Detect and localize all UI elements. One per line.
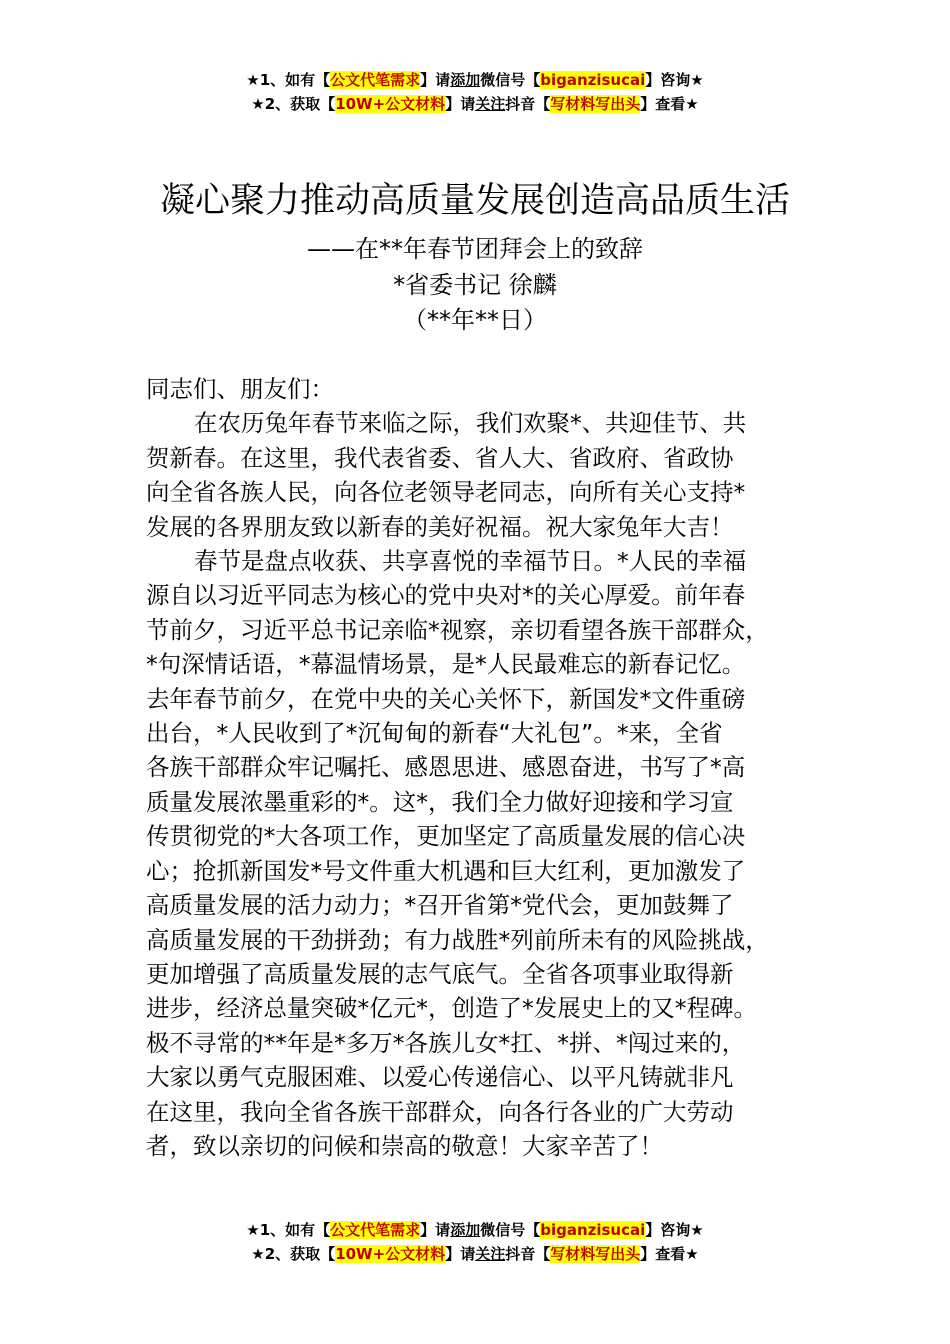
body-line: 更加增强了高质量发展的志气底气。全省各项事业取得新 <box>146 959 734 988</box>
body-line: 传贯彻党的*大各项工作，更加坚定了高质量发展的信心决 <box>146 822 746 851</box>
body-line: 节前夕，习近平总书记亲临*视察，亲切看望各族干部群众， <box>146 615 769 644</box>
body-line: 心；抢抓新国发*号文件重大机遇和巨大红利，更加激发了 <box>146 856 746 885</box>
banner-text: 微信号【 <box>480 71 541 89</box>
banner-text: 微信号【 <box>480 1221 541 1239</box>
body-line: 极不寻常的**年是*多万*各族儿女*扛、*拼、*闯过来的， <box>146 1028 746 1057</box>
body-line: 高质量发展的活力动力；*召开省第*党代会，更加鼓舞了 <box>146 891 734 920</box>
banner-highlight: 写材料写出头 <box>550 1245 641 1263</box>
body-line: 源自以习近平同志为核心的党中央对*的关心厚爱。前年春 <box>146 581 746 610</box>
body-line: 大家以勇气克服困难、以爱心传递信心、以平凡铸就非凡 <box>146 1063 734 1092</box>
banner-text: ★1、如有【 <box>246 71 331 89</box>
body-line: 去年春节前夕，在党中央的关心关怀下，新国发*文件重磅 <box>146 684 746 713</box>
banner-highlight: biganzisucai <box>540 1221 646 1239</box>
salutation: 同志们、朋友们： <box>146 375 334 403</box>
banner-underlined: 添加 <box>450 71 481 89</box>
body-line: 向全省各族人民，向各位老领导老同志，向所有关心支持* <box>146 478 746 507</box>
banner-text: 】查看★ <box>640 95 699 113</box>
body-line: *句深情话语，*幕温情场景，是*人民最难忘的新春记忆。 <box>146 650 746 679</box>
document-title: 凝心聚力推动高质量发展创造高品质生活 <box>159 181 790 221</box>
banner-highlight: 10W+公文材料 <box>335 1245 446 1263</box>
body-line: 进步，经济总量突破*亿元*，创造了*发展史上的又*程碑。 <box>146 994 757 1023</box>
banner-text: 】咨询★ <box>645 1221 704 1239</box>
banner-highlight: 公文代笔需求 <box>330 71 421 89</box>
banner-line-1 <box>0 1218 950 1242</box>
banner-line-2 <box>0 92 950 116</box>
banner-highlight: 公文代笔需求 <box>330 1221 421 1239</box>
banner-text: ★2、获取【 <box>251 1245 336 1263</box>
body-line: 在农历兔年春节来临之际，我们欢聚*、共迎佳节、共 <box>194 409 747 438</box>
banner-text: 抖音【 <box>505 1245 551 1263</box>
body-line: 发展的各界朋友致以新春的美好祝福。祝大家兔年大吉！ <box>146 512 734 541</box>
document-subtitle: ——在**年春节团拜会上的致辞 <box>307 235 643 263</box>
banner-underlined: 关注 <box>475 1245 506 1263</box>
banner-text: ★1、如有【 <box>246 1221 331 1239</box>
body-line: 在这里，我向全省各族干部群众，向各行各业的广大劳动 <box>146 1097 734 1126</box>
banner-text: 】请 <box>420 71 451 89</box>
document-author: *省委书记 徐麟 <box>393 271 557 299</box>
body-line: 者，致以亲切的问候和崇高的敬意！大家辛苦了！ <box>146 1131 663 1160</box>
header-banner <box>0 68 950 116</box>
footer-banner <box>0 1218 950 1266</box>
banner-highlight: biganzisucai <box>540 71 646 89</box>
banner-underlined: 关注 <box>475 95 506 113</box>
body-line: 高质量发展的干劲拼劲；有力战胜*列前所未有的风险挑战， <box>146 925 769 954</box>
banner-text: 抖音【 <box>505 95 551 113</box>
banner-text: 】请 <box>420 1221 451 1239</box>
body-line: 贺新春。在这里，我代表省委、省人大、省政府、省政协 <box>146 443 734 472</box>
banner-highlight: 10W+公文材料 <box>335 95 446 113</box>
banner-line-1 <box>0 68 950 92</box>
body-line: 出台，*人民收到了*沉甸甸的新春“大礼包”。*来，全省 <box>146 719 723 748</box>
banner-underlined: 添加 <box>450 1221 481 1239</box>
document-date: （**年**日） <box>403 306 547 334</box>
banner-text: 】咨询★ <box>645 71 704 89</box>
body-line: 春节是盘点收获、共享喜悦的幸福节日。*人民的幸福 <box>194 547 747 576</box>
banner-text: ★2、获取【 <box>251 95 336 113</box>
body-line: 质量发展浓墨重彩的*。这*，我们全力做好迎接和学习宣 <box>146 787 734 816</box>
banner-line-2 <box>0 1242 950 1266</box>
body-line: 各族干部群众牢记嘱托、感恩思进、感恩奋进，书写了*高 <box>146 753 746 782</box>
banner-text: 】请 <box>445 95 476 113</box>
banner-highlight: 写材料写出头 <box>550 95 641 113</box>
banner-text: 】请 <box>445 1245 476 1263</box>
document-body <box>146 372 836 1163</box>
banner-text: 】查看★ <box>640 1245 699 1263</box>
